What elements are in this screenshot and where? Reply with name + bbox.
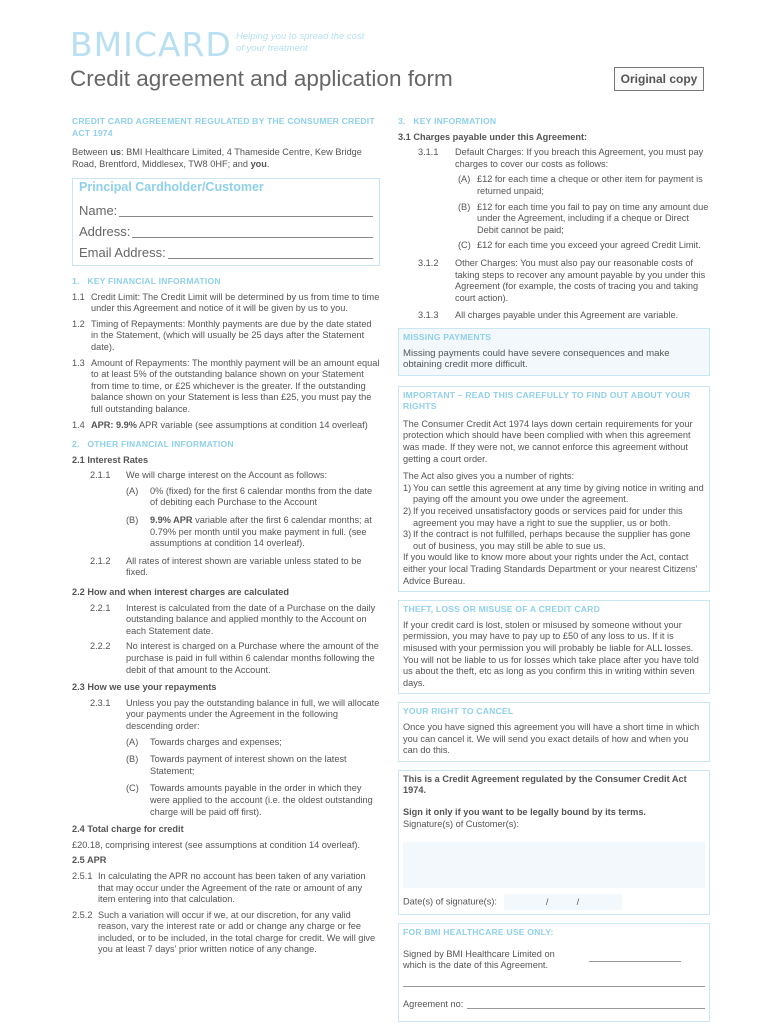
clause-2-3-1 — [72, 698, 380, 733]
clause-text: All charges payable under this Agreement are variable. — [455, 310, 679, 321]
right-text: If the contract is not fulfilled, perhaps because the supplier has gone out of business, you may still be able to sue us. — [413, 529, 691, 551]
cancel-box — [398, 702, 710, 761]
clause-3-1-1 — [398, 147, 710, 170]
clause-text: Towards amounts payable in the order in which they were applied to the account (i.e. the oldest outstanding charge will be paid off first). — [150, 783, 373, 817]
clause-number: 2.5.1 — [72, 870, 93, 881]
important-p2: The Act also gives you a number of rights: — [403, 471, 575, 482]
clause-number: 2.1.1 — [90, 470, 111, 481]
clause-number: 2.2.1 — [90, 602, 111, 613]
clause-2-5-1 — [72, 871, 380, 906]
right-text: You can settle this agreement at any time by giving notice in writing and paying off the amount you owe under the agreement. — [413, 482, 704, 505]
email-label: Email Address: — [79, 245, 166, 261]
address-field[interactable] — [79, 221, 373, 238]
sign-statement: Sign it only if you want to be legally bound by its terms. — [403, 806, 646, 817]
clause-2-3-1-a — [72, 737, 380, 749]
right-1 — [403, 483, 705, 506]
clause-number: (A) — [126, 736, 139, 747]
clause-number: (A) — [458, 174, 471, 185]
right-number: 2) — [403, 506, 412, 517]
clause-1-2 — [72, 319, 380, 354]
clause-text: Interest is calculated from the date of a Purchase on the daily outstanding balance and applied monthly to the Account on each Statement date. — [126, 602, 376, 636]
clause-text: Such a variation will occur if we, at our discretion, for any valid reason, vary the interest rate or add or change any charge or fee included, or to be included, in the total charge for credit. We will give you at least 7 days' prior written notice of any change. — [98, 909, 376, 955]
clause-2-2-1 — [72, 603, 380, 638]
clause-number: (C) — [126, 783, 139, 794]
important-rights-box — [398, 386, 710, 593]
us-term: us — [110, 147, 122, 158]
important-p3: If you would like to know more about your rights under the Act, contact either your local Trading Standards Department or your nearest Citizens' Advice Bureau. — [403, 552, 698, 586]
repayments-heading: 2.3 How we use your repayments — [72, 682, 217, 693]
missing-payments-box — [398, 328, 710, 376]
left-column — [72, 116, 380, 956]
interest-calc-heading: 2.2 How and when interest charges are calculated — [72, 587, 290, 598]
original-copy-badge: Original copy — [614, 67, 704, 91]
address-label: Address: — [79, 224, 131, 240]
section-1-title: KEY FINANCIAL INFORMATION — [87, 275, 221, 286]
tagline: Helping you to spread the cost of your treatment — [236, 31, 365, 54]
clause-text — [91, 420, 380, 432]
clause-1-4 — [72, 420, 380, 432]
clause-1-3 — [72, 358, 380, 416]
clause-number: (B) — [126, 515, 139, 526]
clause-number: 2.1.2 — [90, 555, 111, 566]
clause-text: Towards charges and expenses; — [150, 736, 282, 747]
right-column — [398, 116, 710, 1022]
agreement-no-label: Agreement no: — [403, 998, 464, 1009]
missing-payments-heading: MISSING PAYMENTS — [403, 331, 492, 342]
clause-number: 1.1 — [72, 291, 85, 302]
clause-3-1-1-b — [398, 202, 710, 237]
clause-2-1-2 — [72, 556, 380, 579]
clause-number: 2.3.1 — [90, 697, 111, 708]
clause-text: £12 for each time a cheque or other item for payment is returned unpaid; — [477, 174, 703, 196]
right-text: If you received unsatisfactory goods or services paid for under this agreement you may have a right to sue the supplier, us or both. — [413, 506, 683, 528]
clause-2-3-1-b — [72, 754, 380, 777]
date-label: Date(s) of signature(s): — [403, 896, 497, 907]
regulation-heading: CREDIT CARD AGREEMENT REGULATED BY THE CONSUMER CREDIT ACT 1974 — [72, 116, 375, 138]
you-term: you — [250, 158, 267, 169]
missing-payments-text: Missing payments could have severe consequences and make obtaining credit more difficult. — [403, 347, 670, 371]
clause-text: £12 for each time you exceed your agreed Credit Limit. — [477, 240, 701, 251]
clause-number: 1.4 — [72, 419, 85, 430]
signed-by-row — [403, 949, 705, 972]
principal-cardholder-heading: Principal Cardholder/Customer — [79, 180, 264, 195]
agreement-no-row — [403, 999, 705, 1011]
total-charge-heading: 2.4 Total charge for credit — [72, 824, 184, 835]
between-end: . — [266, 158, 270, 169]
important-p1: The Consumer Credit Act 1974 lays down certain requirements for your protection which should have been complied with when this agreement was made. If they were not, we cannot enforce this agreement without getting a court order. — [403, 418, 693, 464]
interest-rates-heading: 2.1 Interest Rates — [72, 454, 149, 465]
section-3-heading — [398, 116, 710, 128]
cancel-text: Once you have signed this agreement you will have a short time in which you can cancel it. We will send you exact details of how and when you can do this. — [403, 721, 700, 756]
clause-number: 3.1.1 — [418, 147, 439, 158]
bmicard-logo: BMICARD — [70, 25, 232, 64]
signed-on-date-line[interactable] — [589, 952, 681, 962]
clause-number: (A) — [126, 485, 139, 496]
section-1-number: 1. — [72, 275, 80, 286]
section-2-number: 2. — [72, 439, 80, 450]
regulated-statement: This is a Credit Agreement regulated by the Consumer Credit Act 1974. — [403, 773, 687, 796]
section-3-number: 3. — [398, 116, 406, 126]
clause-text: Default Charges: If you breach this Agreement, you must pay charges to cover our costs as follows: — [455, 147, 704, 169]
page-title: Credit agreement and application form — [70, 66, 453, 91]
clause-number: 3.1.2 — [418, 257, 439, 268]
address-input-line[interactable] — [132, 225, 373, 238]
clause-text: £12 for each time you fail to pay on time any amount due under the Agreement, including if a cheque or Direct Debit cannot be paid; — [477, 201, 709, 235]
clause-text: Credit Limit: The Credit Limit will be determined by us from time to time under this Agreement and notice of it will be given by us to you. — [91, 291, 380, 314]
section-3-title: KEY INFORMATION — [413, 116, 497, 126]
apr-heading: 2.5 APR — [72, 855, 107, 866]
clause-1-1 — [72, 292, 380, 315]
between-mid: : BMI Healthcare Limited, 4 Thameside Centre, Kew Bridge Road, Brentford, Middlesex, TW8 0HF; and — [72, 147, 362, 169]
clause-text: Towards payment of interest shown on the latest Statement; — [150, 754, 347, 776]
theft-box — [398, 600, 710, 694]
clause-number: (B) — [458, 201, 471, 212]
name-input-line[interactable] — [119, 204, 373, 217]
clause-3-1-1-c — [398, 240, 710, 252]
apr-text: APR variable (see assumptions at condition 14 overleaf) — [136, 419, 368, 430]
bmi-use-heading: FOR BMI HEALTHCARE USE ONLY: — [403, 927, 554, 938]
clause-2-5-2 — [72, 910, 380, 956]
clause-text: All rates of interest shown are variable unless stated to be fixed. — [126, 555, 362, 578]
signature-input[interactable] — [403, 842, 705, 888]
principal-cardholder-box — [72, 178, 380, 266]
clause-2-1-1-b — [72, 515, 380, 550]
email-field[interactable] — [79, 242, 373, 259]
theft-text: If your credit card is lost, stolen or misused by someone without your permission, you may have to pay up to £50 of any loss to us. If it is misused with your permission you will probably be liable for ALL losses. You will not be liable to us for losses which take place after you have told us about the theft, etc as long as you confirm this in writing within seven days. — [403, 619, 699, 688]
total-charge-text: £20.18, comprising interest (see assumptions at condition 14 overleaf). — [72, 839, 361, 850]
clause-text: Amount of Repayments: The monthly payment will be an amount equal to at least 5% of the outstanding balance shown on your Statement from time to time, or £25 whichever is the greater. If the outstanding balance shown on your Statement is less than £25, you must pay the full outstanding balance. — [91, 357, 380, 414]
date-separator-1: / — [545, 897, 549, 908]
clause-text: No interest is charged on a Purchase where the amount of the purchase is paid in full within 6 calendar months following the debit of that amount to the Account. — [126, 641, 379, 675]
agreement-no-line[interactable] — [467, 999, 705, 1009]
date-input[interactable] — [504, 894, 622, 910]
clause-text: 0% (fixed) for the first 6 calendar months from the date of debiting each Purchase to the Account — [150, 485, 373, 508]
clause-number: 1.3 — [72, 357, 85, 368]
apr-bold: APR: 9.9% — [91, 419, 137, 430]
date-row — [403, 894, 705, 910]
name-field[interactable] — [79, 200, 373, 217]
clause-3-1-1-a — [398, 174, 710, 197]
theft-heading: THEFT, LOSS OR MISUSE OF A CREDIT CARD — [403, 604, 600, 615]
clause-3-1-3 — [398, 310, 710, 322]
clause-number: (C) — [458, 240, 471, 251]
clause-number: (B) — [126, 754, 139, 765]
right-3 — [403, 529, 705, 552]
right-number: 1) — [403, 482, 412, 493]
between-pre: Between — [72, 147, 111, 158]
clause-number: 2.5.2 — [72, 909, 93, 920]
clause-text — [150, 515, 380, 550]
name-label: Name: — [79, 203, 118, 219]
email-input-line[interactable] — [168, 246, 373, 259]
right-2 — [403, 506, 705, 529]
clause-number: 3.1.3 — [418, 310, 439, 321]
cancel-heading: YOUR RIGHT TO CANCEL — [403, 706, 514, 717]
date-separator-2: / — [576, 897, 580, 908]
important-heading: IMPORTANT – READ THIS CAREFULLY TO FIND OUT ABOUT YOUR RIGHTS — [403, 389, 691, 412]
section-2-title: OTHER FINANCIAL INFORMATION — [87, 439, 234, 450]
clause-text: In calculating the APR no account has been taken of any variation that may occur under the Agreement of the rate or amount of any item entering into that calculation. — [98, 870, 366, 905]
clause-2-1-1 — [72, 470, 380, 482]
section-2-heading — [72, 439, 380, 451]
clause-3-1-2 — [398, 258, 710, 304]
clause-number: 2.2.2 — [90, 641, 111, 652]
signature-box — [398, 770, 710, 915]
clause-2-1-1-a — [72, 486, 380, 509]
signature-label: Signature(s) of Customer(s): — [403, 818, 519, 829]
clause-2-3-1-c — [72, 783, 380, 818]
charges-heading: 3.1 Charges payable under this Agreement: — [398, 131, 588, 142]
right-number: 3) — [403, 529, 412, 540]
between-parties — [72, 147, 380, 170]
section-1-heading — [72, 276, 380, 288]
clause-number: 1.2 — [72, 318, 85, 329]
clause-2-2-2 — [72, 641, 380, 676]
clause-text: Timing of Repayments: Monthly payments are due by the date stated in the Statement, (which will usually be 25 days after the Statement date). — [91, 318, 372, 352]
clause-text: Unless you pay the outstanding balance in full, we will allocate your payments under the Agreement in the following descending order: — [126, 697, 380, 731]
bmi-signature-line[interactable] — [403, 986, 705, 987]
apr-text: variable after the first 6 calendar months; at 0.79% per month until you make payment in full. (see assumptions at condition 14 overleaf). — [150, 515, 372, 549]
clause-text: We will charge interest on the Account as follows: — [126, 470, 328, 481]
bmi-use-box — [398, 923, 710, 1022]
apr-bold: 9.9% APR — [150, 515, 193, 526]
clause-text: Other Charges: You must also pay our reasonable costs of taking steps to recover any amount payable by you under this Agreement (for example, the costs of tracing you and taking court action). — [455, 257, 706, 303]
signed-by-text: Signed by BMI Healthcare Limited on which is the date of this Agreement. — [403, 948, 555, 971]
